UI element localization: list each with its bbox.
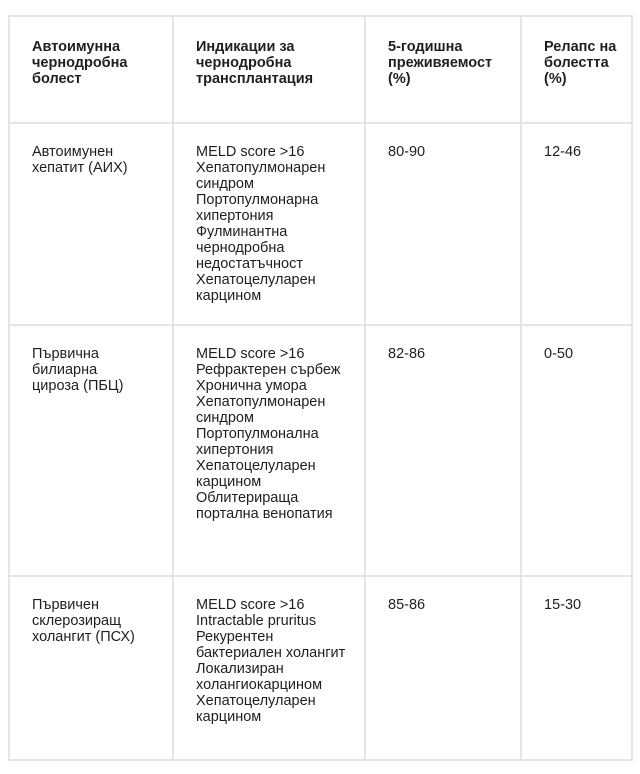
indication-item: Хепатопулмонарен синдром [196, 394, 330, 426]
indication-item: Хепатоцелуларен карцином [196, 458, 320, 490]
indication-item: MELD score >16 [196, 597, 305, 613]
indication-item: Портопулмоналнa хипертония [196, 426, 323, 458]
indication-item: Хепатопулмонарен синдром [196, 160, 330, 192]
indication-item: Облитерираща портална венопатия [196, 490, 333, 522]
transplant-table [8, 15, 633, 761]
indication-item: Хепатоцелуларен карцином [196, 693, 320, 725]
indication-item: Рефрактерен сърбеж [196, 362, 341, 378]
indication-item: Рекурентен бактериален холангит [196, 629, 346, 661]
indication-item: MELD score >16 [196, 346, 305, 362]
header-survival: 5-годишна преживяемост (%) [365, 16, 521, 123]
header-row [9, 16, 632, 123]
survival-cell: 85-86 [365, 576, 521, 760]
indication-item: Intractable pruritus [196, 613, 317, 629]
indications-cell [173, 325, 365, 576]
indication-item: Фулминантна чернодробна недостатъчност [196, 224, 303, 272]
indications-cell [173, 123, 365, 325]
survival-cell: 80-90 [365, 123, 521, 325]
relapse-cell: 12-46 [521, 123, 632, 325]
indications-cell [173, 576, 365, 760]
indication-item: Хепатоцелуларен карцином [196, 272, 320, 304]
disease-cell: Първична билиарна цироза (ПБЦ) [9, 325, 173, 576]
indication-item: MELD score >16 [196, 144, 305, 160]
relapse-cell: 0-50 [521, 325, 632, 576]
table-row [9, 576, 632, 760]
header-disease: Автоимунна чернодробна болест [9, 16, 173, 123]
indication-item: Локализиран холангиокарцином [196, 661, 323, 693]
disease-cell: Автоимунен хепатит (АИХ) [9, 123, 173, 325]
indication-item: Портопулмонарна хипертония [196, 192, 323, 224]
table-row [9, 123, 632, 325]
header-indications: Индикации за чернодробна трансплантация [173, 16, 365, 123]
header-relapse: Релапс на болестта (%) [521, 16, 632, 123]
survival-cell: 82-86 [365, 325, 521, 576]
indication-item: Хронична умора [196, 378, 307, 394]
relapse-cell: 15-30 [521, 576, 632, 760]
disease-cell: Първичен склерозиращ холангит (ПСХ) [9, 576, 173, 760]
table-row [9, 325, 632, 576]
